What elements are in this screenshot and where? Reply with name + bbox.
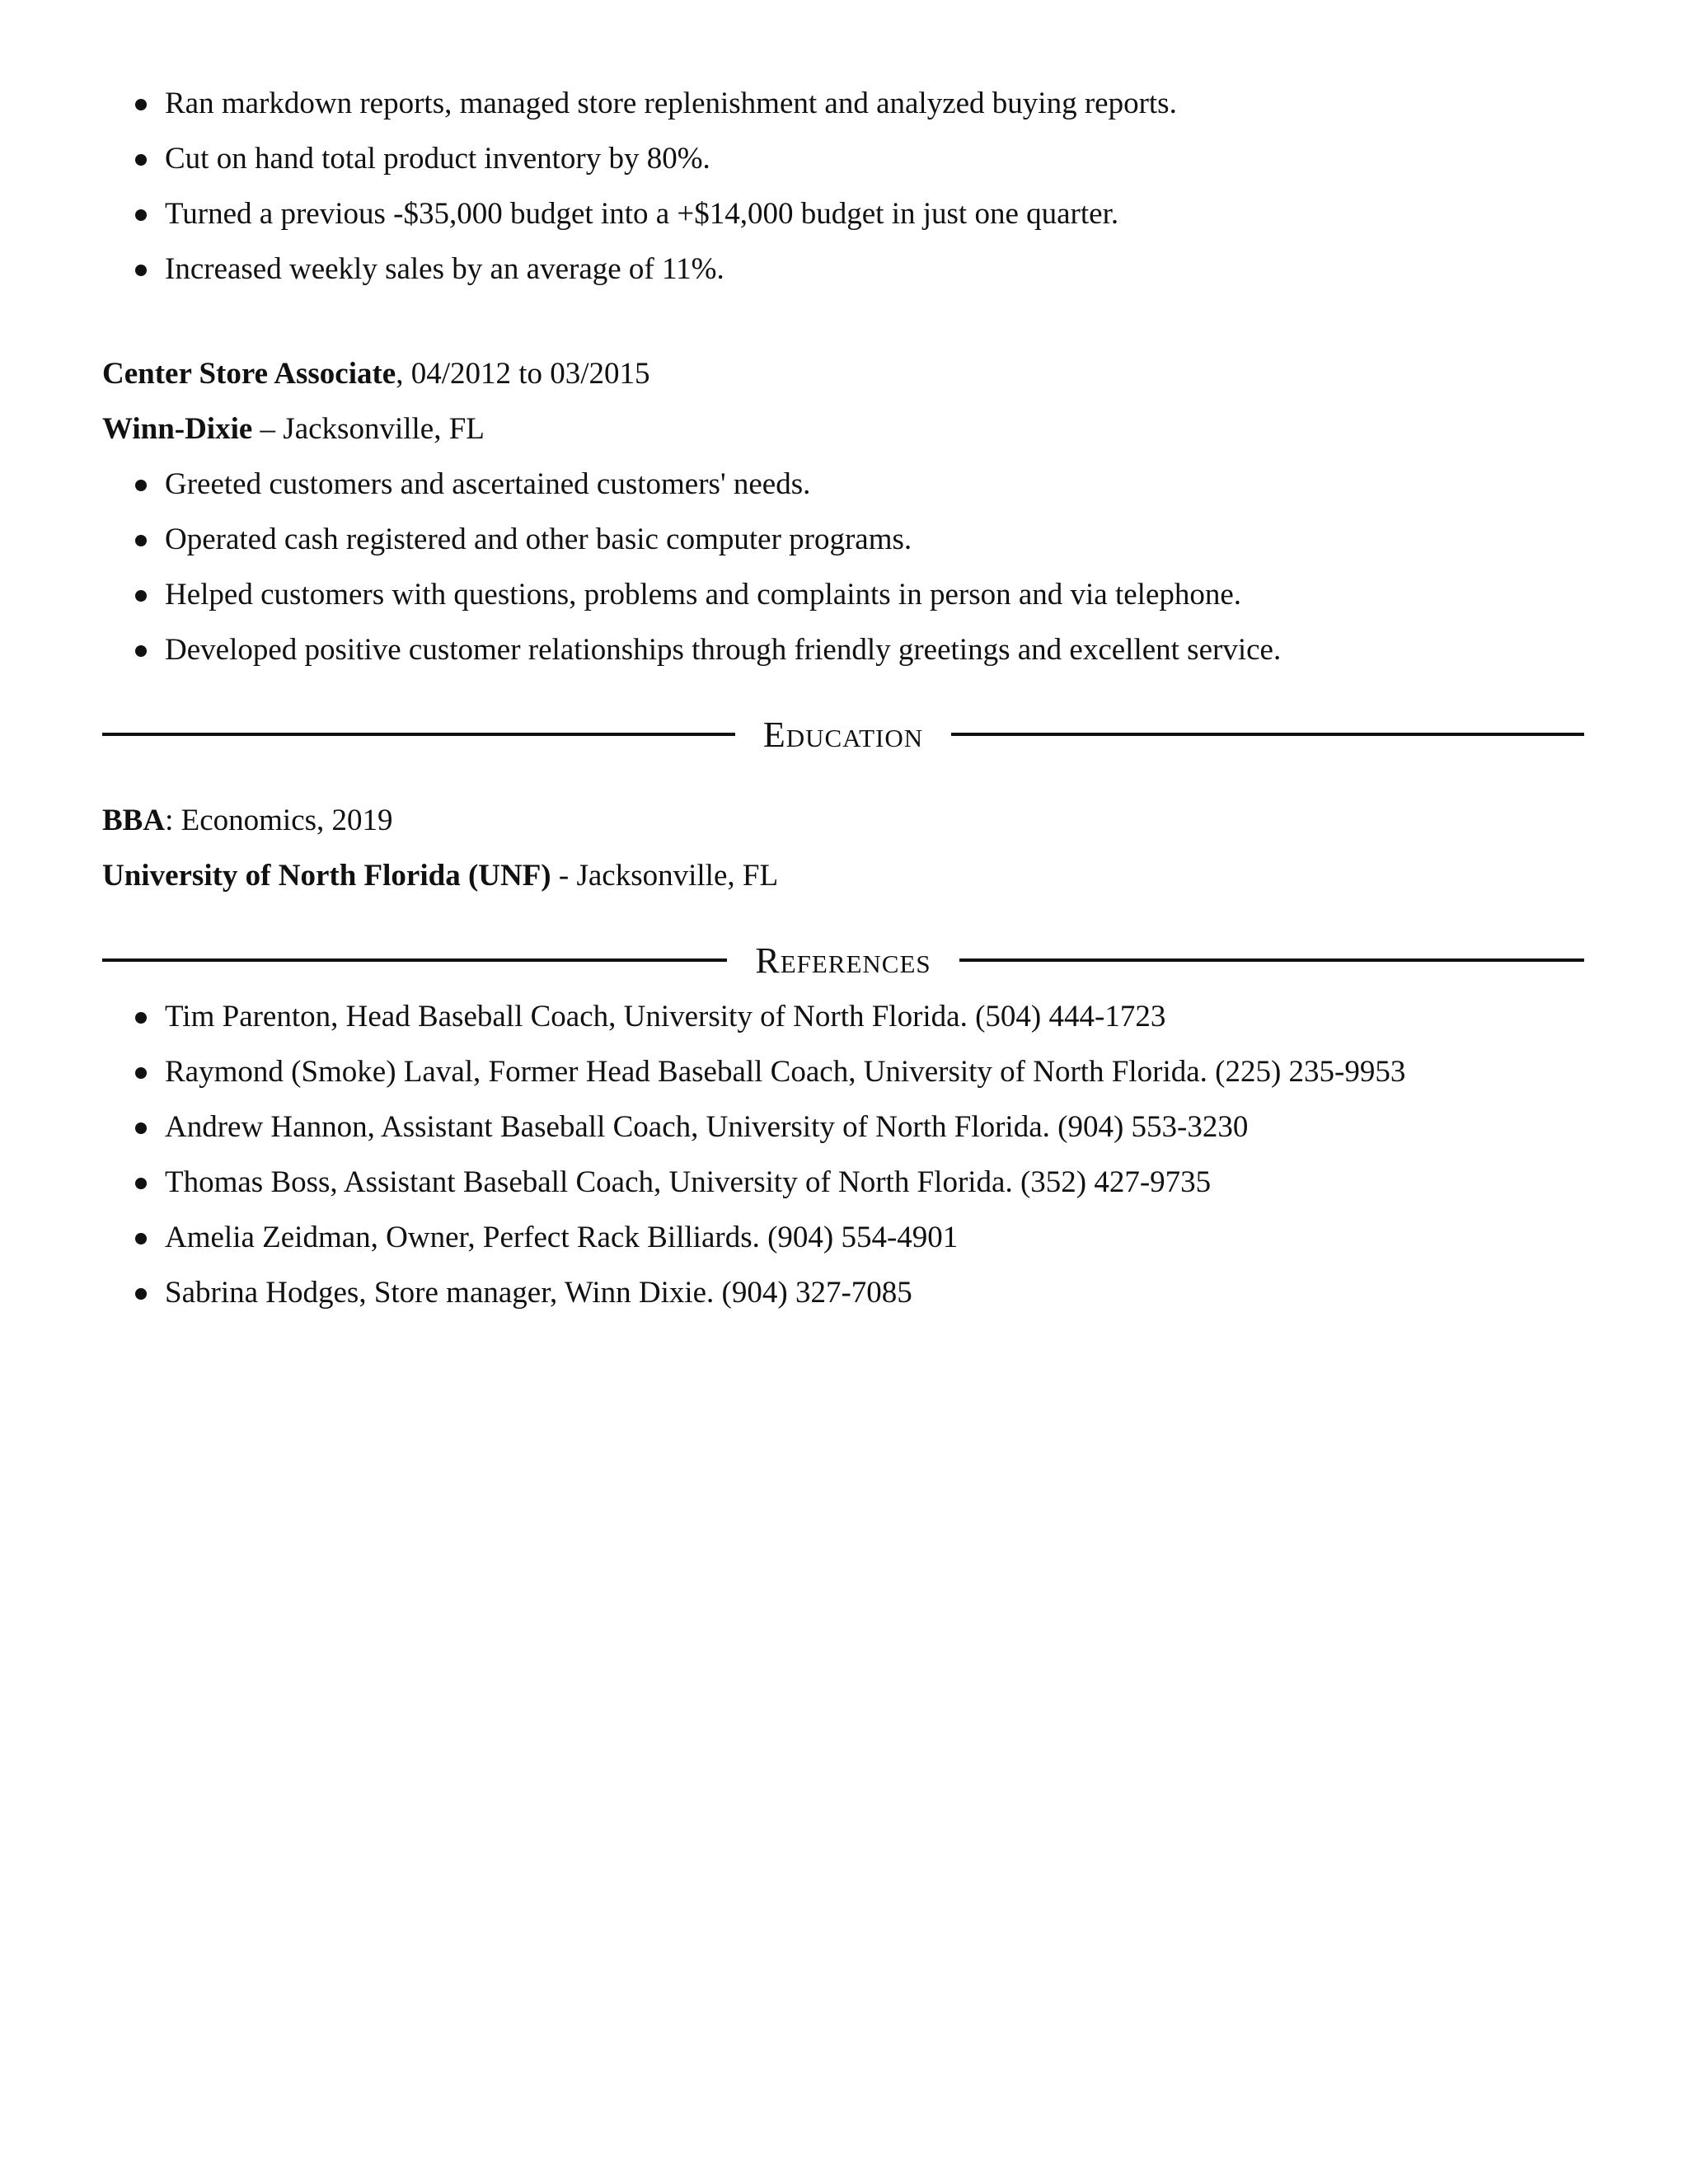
references-title: References <box>755 940 931 981</box>
school-location: - Jacksonville, FL <box>551 859 779 893</box>
job-entry <box>102 346 1584 677</box>
reference-item: Tim Parenton, Head Baseball Coach, University of North Florida. (504) 444-1723 <box>102 989 1584 1044</box>
education-entry <box>102 793 1584 903</box>
job-dates: , 04/2012 to 03/2015 <box>396 357 650 391</box>
bullet-item: Turned a previous -$35,000 budget into a +$14,000 budget in just one quarter. <box>102 186 1584 241</box>
reference-item: Amelia Zeidman, Owner, Perfect Rack Billiards. (904) 554-4901 <box>102 1210 1584 1265</box>
company-location: – Jacksonville, FL <box>252 412 485 446</box>
bullet-item: Increased weekly sales by an average of 11%. <box>102 241 1584 297</box>
resume-page <box>102 76 1584 1320</box>
reference-item: Andrew Hannon, Assistant Baseball Coach, University of North Florida. (904) 553-3230 <box>102 1099 1584 1155</box>
job1-bullet-list <box>102 76 1584 297</box>
heading-rule-left <box>102 958 727 962</box>
heading-rule-right <box>959 958 1584 962</box>
company-name: Winn-Dixie <box>102 412 253 446</box>
company-line <box>102 401 1584 457</box>
reference-item: Sabrina Hodges, Store manager, Winn Dixie. (904) 327-7085 <box>102 1265 1584 1320</box>
references-heading <box>102 931 1584 989</box>
job2-bullet-list <box>102 457 1584 677</box>
bullet-item: Greeted customers and ascertained customers' needs. <box>102 457 1584 512</box>
heading-rule-right <box>951 733 1584 736</box>
reference-item: Raymond (Smoke) Laval, Former Head Baseball Coach, University of North Florida. (225) 235-9953 <box>102 1044 1584 1099</box>
heading-rule-left <box>102 733 735 736</box>
education-title: Education <box>762 714 924 755</box>
bullet-item: Helped customers with questions, problems and complaints in person and via telephone. <box>102 567 1584 622</box>
bullet-item: Ran markdown reports, managed store replenishment and analyzed buying reports. <box>102 76 1584 131</box>
degree-field: : Economics, 2019 <box>165 804 393 837</box>
job-title: Center Store Associate <box>102 357 396 391</box>
bullet-item: Operated cash registered and other basic computer programs. <box>102 512 1584 567</box>
school-name: University of North Florida (UNF) <box>102 859 551 893</box>
degree-line <box>102 793 1584 848</box>
school-line <box>102 848 1584 903</box>
bullet-item: Cut on hand total product inventory by 80%. <box>102 131 1584 186</box>
reference-item: Thomas Boss, Assistant Baseball Coach, University of North Florida. (352) 427-9735 <box>102 1155 1584 1210</box>
degree: BBA <box>102 804 166 837</box>
bullet-item: Developed positive customer relationships through friendly greetings and excellent service. <box>102 622 1584 677</box>
education-heading <box>102 705 1584 763</box>
job-title-line <box>102 346 1584 401</box>
references-list <box>102 989 1584 1320</box>
